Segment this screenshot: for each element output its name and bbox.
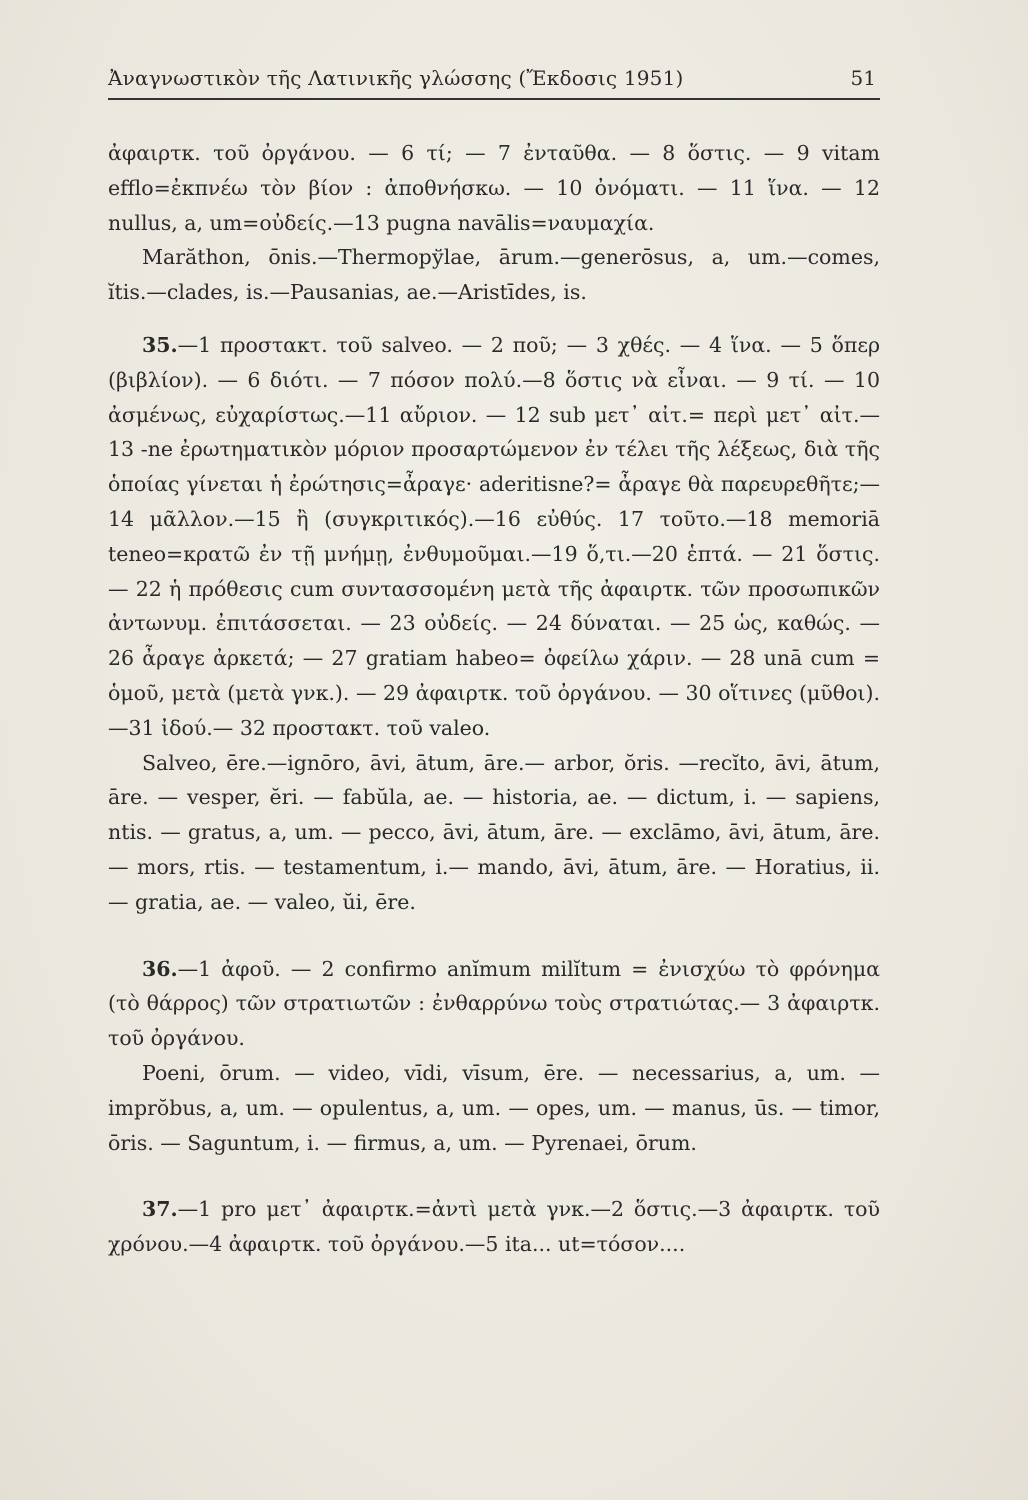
page-number: 51 [850, 66, 876, 90]
paragraph-text: —1 pro μετ᾿ ἀφαιρτκ.=ἀντὶ μετὰ γνκ.—2 ὅστις.—3 ἀφαιρτκ. τοῦ χρόνου.—4 ἀφαιρτκ. τοῦ ὀργάνου.—5 ita... ut=τόσον.... [108, 1197, 880, 1257]
section-number: 35. [142, 332, 178, 357]
paragraph-text: ἀφαιρτκ. τοῦ ὀργάνου. — 6 τί; — 7 ἐνταῦθα. — 8 ὅστις. — 9 vitam efflo=ἐκπνέω τὸν βίον : ἀποθνήσκω. — 10 ὀνόματι. — 11 ἵνα. — 12 nullus, a, um=οὐδείς.—13 pugna navālis=ναυμαχία. [108, 141, 880, 235]
vocabulary-note-34-continued [108, 136, 880, 240]
lesson-notes-37 [108, 1192, 880, 1262]
vocabulary-list-34 [108, 240, 880, 310]
paragraph-text: Marăthon, ōnis.—Thermopўlae, ārum.—generōsus, a, um.—comes, ĭtis.—clades, is.—Pausanias, ae.—Aristīdes, is. [108, 245, 880, 305]
running-title: Ἀναγνωστικὸν τῆς Λατινικῆς γλώσσης (Ἔκδοσις 1951) [108, 66, 684, 90]
lesson-notes-36 [108, 952, 880, 1056]
vocabulary-list-35 [108, 746, 880, 920]
paragraph-text: —1 ἀφοῦ. — 2 confirmo anĭmum milĭtum = ἐνισχύω τὸ φρόνημα (τὸ θάρρος) τῶν στρατιωτῶν : ἐνθαρρύνω τοὺς στρατιώτας.— 3 ἀφαιρτκ. τοῦ ὀργάνου. [108, 956, 880, 1051]
section-number: 37. [142, 1197, 178, 1222]
lesson-notes-35 [108, 328, 880, 746]
page-body [108, 136, 880, 1262]
page-header [108, 64, 880, 100]
paragraph-text: Poeni, ōrum. — video, vīdi, vīsum, ēre. — necessarius, a, um. — imprŏbus, a, um. — opulentus, a, um. — opes, um. — manus, ūs. — timor, ōris. — Saguntum, i. — firmus, a, um. — Pyrenaei, ōrum. [108, 1060, 880, 1155]
vocabulary-list-36 [108, 1056, 880, 1160]
paragraph-text: Salveo, ēre.—ignōro, āvi, ātum, āre.— arbor, ŏris. —recĭto, āvi, ātum, āre. — vesper, ĕri. — fabŭla, ae. — historia, ae. — dictum, i. — sapiens, ntis. — gratus, a, um. — pecco, āvi, ātum, āre. — exclāmo, āvi, ātum, āre. — mors, rtis. — testamentum, i.— mando, āvi, ātum, āre. — Horatius, ii. — gratia, ae. — valeo, ŭi, ēre. [108, 750, 880, 914]
paragraph-text: —1 προστακτ. τοῦ salveo. — 2 ποῦ; — 3 χθές. — 4 ἵνα. — 5 ὅπερ (βιβλίον). — 6 διότι. — 7 πόσον πολύ.—8 ὅστις νὰ εἶναι. — 9 τί. — 10 ἀσμένως, εὐχαρίστως.—11 αὔριον. — 12 sub μετ᾿ αἰτ.= περὶ μετ᾿ αἰτ.—13 -ne ἐρωτηματικὸν μόριον προσαρτώμενον ἐν τέλει τῆς λέξεως, διὰ τῆς ὁποίας γίνεται ἡ ἐρώτησις=ἆραγε· aderitisne?= ἆραγε θὰ παρευρεθῆτε;—14 μᾶλλον.—15 ἢ (συγκριτικός).—16 εὐθύς. 17 τοῦτο.—18 memoriā teneo=κρατῶ ἐν τῇ μνήμῃ, ἐνθυμοῦμαι.—19 ὅ,τι.—20 ἑπτά. — 21 ὅστις. — 22 ἡ πρόθεσις cum συντασσομένη μετὰ τῆς ἀφαιρτκ. τῶν προσωπικῶν ἀντωνυμ. ἐπιτάσσεται. — 23 οὐδείς. — 24 δύναται. — 25 ὡς, καθώς. — 26 ἆραγε ἀρκετά; — 27 gratiam habeo= ὀφείλω χάριν. — 28 unā cum = ὁμοῦ, μετὰ (μετὰ γνκ.). — 29 ἀφαιρτκ. τοῦ ὀργάνου. — 30 οἵτινες (μῦθοι).—31 ἰδού.— 32 προστακτ. τοῦ valeo. [108, 332, 880, 740]
section-number: 36. [142, 956, 178, 981]
